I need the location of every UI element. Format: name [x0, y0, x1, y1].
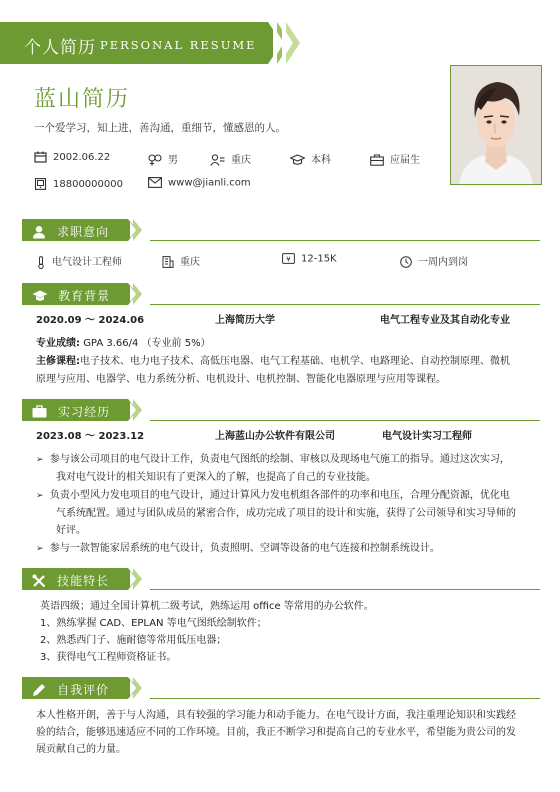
gender-value: 男 — [168, 155, 178, 166]
section-skills-title: 技能特长 — [57, 574, 110, 588]
education-major: 电气工程专业及其自动化专业 — [380, 315, 510, 326]
internship-role: 电气设计实习工程师 — [382, 431, 472, 442]
gpa-label: 专业成绩: — [36, 338, 80, 349]
info-degree — [290, 151, 331, 166]
gpa-value: GPA 3.66/4 （专业前 5%） — [83, 338, 211, 349]
self-line-2: 验的结合，能够迅速适应不同的工作环境。目前，我正不断学习和提高自己的专业水平，希望能为贵公司的发 — [36, 727, 516, 738]
section-self-line — [150, 698, 540, 699]
skills-line-1: 英语四级；通过全国计算机二级考试，熟练运用 office 等常用的办公软件。 — [40, 601, 374, 612]
section-internship-header — [32, 401, 110, 420]
header-chevron-2-cut — [282, 26, 293, 60]
section-education-header — [32, 285, 110, 304]
graduation-cap-icon — [290, 154, 305, 166]
user-icon — [32, 225, 46, 239]
section-education-chevron-cut — [130, 286, 136, 302]
wallet-icon — [282, 253, 295, 264]
location-value: 重庆 — [231, 155, 251, 166]
info-birth — [34, 151, 110, 163]
info-email — [148, 177, 251, 189]
intent-salary — [282, 253, 337, 265]
info-status — [370, 151, 420, 166]
courses-label: 主修课程: — [36, 356, 80, 367]
section-intent-chevron-cut — [130, 222, 136, 238]
intent-city — [162, 253, 200, 268]
degree-value: 本科 — [311, 155, 331, 166]
status-value: 应届生 — [390, 155, 420, 166]
intent-city-value: 重庆 — [180, 257, 200, 268]
bullet-2-line-3: 好评。 — [56, 525, 86, 536]
resume-name: 蓝山简历 — [34, 87, 131, 112]
intent-job — [36, 253, 122, 269]
info-location — [210, 151, 251, 166]
arrow-bullet-icon: ➢ — [36, 455, 44, 465]
skills-line-4: 3、获得电气工程师资格证书。 — [40, 652, 177, 663]
internship-bullet-1 — [36, 451, 510, 469]
section-internship-chevron-cut — [130, 402, 136, 418]
phone-icon — [34, 178, 47, 190]
intent-salary-value: 12-15K — [301, 253, 337, 265]
header-subtitle: PERSONAL RESUME — [100, 38, 257, 52]
internship-bullet-2 — [36, 487, 510, 505]
building-icon — [162, 256, 174, 268]
bullet-1-line-2: 我对电气设计的相关知识有了更深入的了解，也提高了自己的专业技能。 — [56, 472, 376, 483]
user-location-icon — [210, 154, 225, 166]
self-line-3: 展贡献自己的力量。 — [36, 744, 126, 755]
graduation-cap-icon — [32, 289, 48, 303]
internship-bullet-3 — [36, 540, 440, 558]
arrow-bullet-icon: ➢ — [36, 544, 44, 554]
section-intent-line — [150, 240, 540, 241]
briefcase-icon — [32, 405, 47, 418]
arrow-bullet-icon: ➢ — [36, 491, 44, 501]
header-title: 个人简历 — [24, 38, 96, 58]
section-internship-line — [150, 420, 540, 421]
motto: 一个爱学习，知上进，善沟通，重细节，懂感恩的人。 — [34, 122, 286, 134]
intent-arrival-value: 一周内到岗 — [418, 257, 468, 268]
section-internship-title: 实习经历 — [58, 405, 111, 419]
section-intent-header — [32, 221, 109, 240]
intent-arrival — [400, 253, 468, 268]
courses-line-2: 原理与应用、电器学、电力系统分析、电机设计、电机控制、智能化电器原理与应用等课程。 — [36, 374, 446, 385]
section-skills-header — [32, 570, 109, 589]
section-skills-chevron-cut — [130, 571, 136, 587]
info-gender — [148, 151, 178, 166]
section-intent-title: 求职意向 — [57, 225, 110, 239]
svg-text:¥: ¥ — [286, 255, 291, 264]
profile-photo — [450, 65, 542, 185]
pen-icon — [32, 683, 46, 697]
calendar-icon — [34, 151, 47, 163]
portrait-illustration — [451, 66, 541, 184]
education-gpa — [36, 335, 211, 352]
thermometer-icon — [36, 256, 46, 269]
section-education-title: 教育背景 — [58, 289, 111, 303]
education-period: 2020.09 ～ 2024.06 — [36, 315, 145, 326]
birth-value: 2002.06.22 — [53, 152, 111, 163]
bullet-1-line-1: 参与该公司项目的电气设计工作，负责电气图纸的绘制、审核以及现场电气施工的指导。通过这次实习， — [49, 454, 510, 465]
email-value: www@jianli.com — [168, 177, 251, 189]
bullet-2-line-2: 气系统配置。通过与团队成员的紧密合作，成功完成了项目的设计和实施，获得了公司领导和实习导师的 — [56, 508, 516, 519]
skills-line-3: 2、熟悉西门子、施耐德等常用低压电器； — [40, 635, 227, 646]
skills-line-2: 1、熟练掌握 CAD、EPLAN 等电气图纸绘制软件； — [40, 618, 267, 629]
section-education-line — [150, 304, 540, 305]
education-courses — [36, 353, 510, 370]
bullet-2-line-1: 负责小型风力发电项目的电气设计，通过计算风力发电机组各部件的功率和电压，合理分配资源，优化电 — [49, 490, 510, 501]
email-icon — [148, 177, 162, 188]
section-self-chevron-cut — [130, 680, 136, 696]
info-phone — [34, 178, 123, 190]
bullet-3-line-1: 参与一款智能家居系统的电气设计，负责照明、空调等设备的电气连接和控制系统设计。 — [49, 543, 440, 554]
phone-value: 18800000000 — [53, 179, 123, 190]
internship-company: 上海蓝山办公软件有限公司 — [215, 431, 335, 442]
internship-period: 2023.08 ～ 2023.12 — [36, 431, 145, 442]
tools-icon — [32, 574, 46, 588]
courses-line-1: 电子技术、电力电子技术、高低压电器、电气工程基础、电机学、电路理论、自动控制原理、微机 — [80, 356, 510, 367]
education-school: 上海简历大学 — [215, 315, 275, 326]
section-skills-line — [150, 589, 540, 590]
briefcase-icon — [370, 154, 384, 166]
section-self-header — [32, 679, 109, 698]
section-self-title: 自我评价 — [57, 683, 110, 697]
intent-job-value: 电气设计工程师 — [52, 257, 122, 268]
gender-icon — [148, 154, 162, 166]
clock-icon — [400, 256, 412, 268]
self-line-1: 本人性格开朗，善于与人沟通，具有较强的学习能力和动手能力。在电气设计方面，我注重理论知识和实践经 — [36, 710, 516, 721]
